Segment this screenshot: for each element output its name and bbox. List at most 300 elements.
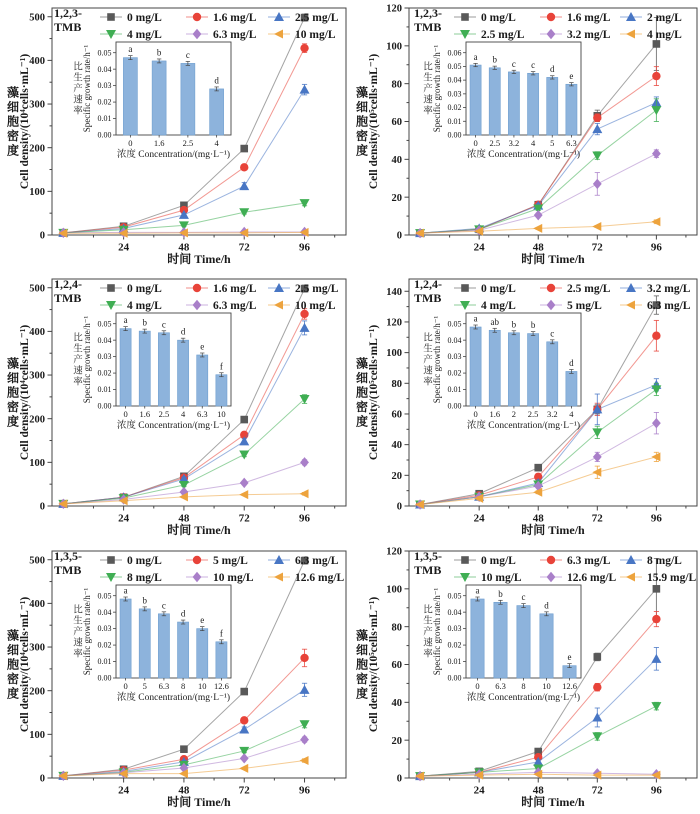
svg-text:2.5 mg/L: 2.5 mg/L <box>481 29 525 41</box>
svg-text:1.6: 1.6 <box>139 409 151 419</box>
svg-text:10 mg/L: 10 mg/L <box>481 572 522 584</box>
svg-text:96: 96 <box>650 241 662 254</box>
svg-text:0.01: 0.01 <box>97 385 112 395</box>
svg-text:5 mg/L: 5 mg/L <box>567 300 602 312</box>
svg-text:藻: 藻 <box>355 85 369 100</box>
svg-text:100: 100 <box>29 457 45 469</box>
svg-text:b: b <box>530 320 536 331</box>
svg-text:密: 密 <box>355 400 369 414</box>
svg-text:12.6 mg/L: 12.6 mg/L <box>567 572 617 584</box>
svg-text:200: 200 <box>29 414 45 426</box>
svg-text:c: c <box>185 49 190 60</box>
svg-text:度: 度 <box>6 143 20 158</box>
svg-text:d: d <box>214 75 219 86</box>
svg-text:140: 140 <box>386 286 402 298</box>
svg-text:c: c <box>550 328 555 339</box>
svg-text:TMB: TMB <box>54 563 82 577</box>
svg-text:0.03: 0.03 <box>97 352 112 362</box>
svg-text:0.00: 0.00 <box>447 401 462 411</box>
panel-124-tmb-right-chart <box>350 271 700 542</box>
svg-text:比: 比 <box>73 62 83 73</box>
svg-text:Specific growth rate/h⁻¹: Specific growth rate/h⁻¹ <box>432 315 442 404</box>
svg-text:e: e <box>569 71 574 82</box>
svg-text:2.5 mg/L: 2.5 mg/L <box>295 12 339 24</box>
svg-text:0 mg/L: 0 mg/L <box>481 283 516 295</box>
svg-text:a: a <box>123 585 128 596</box>
svg-text:48: 48 <box>532 512 544 525</box>
svg-text:8 mg/L: 8 mg/L <box>647 555 682 567</box>
svg-text:0.04: 0.04 <box>97 335 112 345</box>
svg-text:藻: 藻 <box>355 628 369 643</box>
svg-text:生: 生 <box>423 344 433 355</box>
svg-text:浓度 Concentration/(mg·L⁻¹): 浓度 Concentration/(mg·L⁻¹) <box>116 150 231 160</box>
svg-text:胞: 胞 <box>355 657 369 672</box>
svg-text:72: 72 <box>591 512 603 525</box>
svg-text:0 mg/L: 0 mg/L <box>481 555 516 567</box>
svg-text:0.02: 0.02 <box>97 97 112 107</box>
svg-text:96: 96 <box>650 512 662 525</box>
svg-text:0.01: 0.01 <box>97 114 112 124</box>
svg-text:96: 96 <box>299 784 311 797</box>
svg-text:0.06: 0.06 <box>447 48 462 58</box>
svg-text:40: 40 <box>391 697 402 709</box>
svg-text:藻: 藻 <box>6 628 20 643</box>
svg-text:2.5 mg/L: 2.5 mg/L <box>295 283 339 295</box>
svg-text:24: 24 <box>118 512 130 525</box>
svg-text:0: 0 <box>396 773 402 785</box>
svg-text:时间 Time/h: 时间 Time/h <box>167 523 231 537</box>
svg-text:比: 比 <box>423 62 433 73</box>
svg-text:8 mg/L: 8 mg/L <box>127 572 162 584</box>
svg-text:48: 48 <box>178 512 190 525</box>
svg-text:比: 比 <box>423 605 433 616</box>
svg-text:率: 率 <box>423 106 433 117</box>
svg-text:72: 72 <box>591 784 603 797</box>
svg-text:48: 48 <box>178 241 190 254</box>
svg-text:0: 0 <box>39 501 45 513</box>
svg-text:10 mg/L: 10 mg/L <box>295 29 336 41</box>
svg-text:100: 100 <box>386 584 402 596</box>
svg-text:2.5: 2.5 <box>182 138 194 148</box>
svg-text:比: 比 <box>423 333 433 344</box>
svg-text:48: 48 <box>178 784 190 797</box>
svg-text:f: f <box>219 628 223 639</box>
svg-text:c: c <box>521 592 526 603</box>
svg-text:率: 率 <box>423 377 433 388</box>
svg-text:12.6 mg/L: 12.6 mg/L <box>295 572 345 584</box>
svg-text:c: c <box>161 319 166 330</box>
svg-text:胞: 胞 <box>355 385 369 400</box>
svg-text:4 mg/L: 4 mg/L <box>481 300 516 312</box>
svg-text:0.00: 0.00 <box>97 130 112 140</box>
svg-text:20: 20 <box>391 735 402 747</box>
svg-text:d: d <box>569 357 574 368</box>
svg-text:胞: 胞 <box>355 114 369 129</box>
svg-text:细: 细 <box>6 371 20 385</box>
svg-text:8: 8 <box>180 681 186 691</box>
svg-text:3.2: 3.2 <box>508 138 520 148</box>
svg-text:0.05: 0.05 <box>97 319 112 329</box>
svg-text:500: 500 <box>29 12 45 24</box>
svg-text:速: 速 <box>423 638 433 649</box>
svg-text:0: 0 <box>396 501 402 513</box>
panel-124-tmb-right <box>350 271 700 542</box>
svg-text:6.3: 6.3 <box>566 138 577 148</box>
svg-text:2.5: 2.5 <box>527 409 539 419</box>
svg-text:Specific growth rate/h⁻¹: Specific growth rate/h⁻¹ <box>432 44 442 133</box>
svg-text:300: 300 <box>29 642 45 654</box>
svg-text:率: 率 <box>73 377 83 388</box>
svg-text:72: 72 <box>591 241 603 254</box>
svg-text:产: 产 <box>73 355 83 366</box>
svg-text:1,2,3-: 1,2,3- <box>54 6 82 20</box>
svg-text:细: 细 <box>6 100 20 114</box>
svg-text:生: 生 <box>73 344 83 355</box>
svg-text:c: c <box>161 600 166 611</box>
svg-text:Cell density/(10⁴cells·mL⁻¹): Cell density/(10⁴cells·mL⁻¹) <box>19 53 31 190</box>
svg-text:Specific growth rate/h⁻¹: Specific growth rate/h⁻¹ <box>82 315 92 404</box>
svg-text:0.00: 0.00 <box>97 401 112 411</box>
svg-text:0.02: 0.02 <box>447 368 462 378</box>
svg-text:0.03: 0.03 <box>447 624 462 634</box>
svg-text:0.00: 0.00 <box>447 673 462 683</box>
panel-124-tmb-left <box>0 271 350 542</box>
svg-text:0: 0 <box>475 681 480 691</box>
svg-text:b: b <box>511 319 517 330</box>
svg-text:96: 96 <box>650 784 662 797</box>
svg-text:d: d <box>180 608 186 619</box>
svg-text:藻: 藻 <box>6 85 20 100</box>
panel-123-tmb-right-chart <box>350 0 700 271</box>
svg-text:400: 400 <box>29 55 45 67</box>
svg-text:时间 Time/h: 时间 Time/h <box>167 795 231 809</box>
svg-text:0: 0 <box>123 409 128 419</box>
svg-text:1.6 mg/L: 1.6 mg/L <box>567 12 611 24</box>
svg-text:200: 200 <box>29 143 45 155</box>
svg-text:300: 300 <box>29 370 45 382</box>
svg-text:0.02: 0.02 <box>97 368 112 378</box>
svg-text:c: c <box>531 60 536 71</box>
svg-text:100: 100 <box>29 186 45 198</box>
svg-text:b: b <box>156 47 162 58</box>
svg-text:2: 2 <box>511 409 517 419</box>
svg-text:0.04: 0.04 <box>97 607 112 617</box>
svg-text:TMB: TMB <box>54 291 82 305</box>
svg-text:24: 24 <box>473 512 485 525</box>
svg-text:6.3 mg/L: 6.3 mg/L <box>213 29 257 41</box>
svg-text:f: f <box>219 361 223 372</box>
svg-text:0.04: 0.04 <box>447 607 462 617</box>
svg-text:密: 密 <box>6 400 20 414</box>
svg-text:d: d <box>544 600 549 611</box>
svg-text:密: 密 <box>355 129 369 143</box>
svg-text:0.02: 0.02 <box>447 103 462 113</box>
svg-text:6.3: 6.3 <box>495 681 506 691</box>
svg-text:e: e <box>200 615 205 626</box>
svg-text:400: 400 <box>29 326 45 338</box>
svg-text:产: 产 <box>73 84 83 95</box>
svg-text:500: 500 <box>29 555 45 567</box>
svg-text:72: 72 <box>238 241 250 254</box>
svg-text:0.01: 0.01 <box>447 657 462 667</box>
svg-text:12.6: 12.6 <box>562 681 577 691</box>
svg-text:10 mg/L: 10 mg/L <box>295 300 336 312</box>
svg-text:3.2: 3.2 <box>546 409 558 419</box>
svg-text:0: 0 <box>473 409 478 419</box>
svg-text:80: 80 <box>391 622 402 634</box>
svg-text:细: 细 <box>355 371 369 385</box>
svg-text:度: 度 <box>355 414 369 429</box>
svg-text:10: 10 <box>198 681 207 691</box>
svg-text:24: 24 <box>473 784 485 797</box>
svg-text:6.3 mg/L: 6.3 mg/L <box>647 300 691 312</box>
svg-text:0.01: 0.01 <box>97 657 112 667</box>
svg-text:24: 24 <box>118 241 130 254</box>
svg-text:4 mg/L: 4 mg/L <box>647 29 682 41</box>
svg-text:e: e <box>567 652 572 663</box>
svg-text:4 mg/L: 4 mg/L <box>127 300 162 312</box>
svg-text:96: 96 <box>299 512 311 525</box>
svg-text:20: 20 <box>391 470 402 482</box>
svg-text:2.5: 2.5 <box>158 409 170 419</box>
svg-text:产: 产 <box>423 355 433 366</box>
svg-text:5 mg/L: 5 mg/L <box>213 555 248 567</box>
svg-text:产: 产 <box>73 627 83 638</box>
svg-text:a: a <box>128 44 133 55</box>
panel-123-tmb-right <box>350 0 700 271</box>
svg-text:4: 4 <box>569 409 574 419</box>
svg-text:96: 96 <box>299 241 311 254</box>
svg-text:2.5: 2.5 <box>489 138 501 148</box>
svg-text:120: 120 <box>386 546 402 558</box>
svg-text:100: 100 <box>386 41 402 53</box>
svg-text:TMB: TMB <box>54 20 82 34</box>
svg-text:0.05: 0.05 <box>447 591 462 601</box>
svg-text:Specific growth rate/h⁻¹: Specific growth rate/h⁻¹ <box>432 587 442 676</box>
svg-text:时间 Time/h: 时间 Time/h <box>167 252 231 266</box>
svg-text:0 mg/L: 0 mg/L <box>127 283 162 295</box>
svg-text:24: 24 <box>473 241 485 254</box>
svg-text:10: 10 <box>542 681 551 691</box>
svg-text:0.05: 0.05 <box>97 48 112 58</box>
svg-text:a: a <box>473 51 478 62</box>
svg-text:密: 密 <box>6 129 20 143</box>
svg-text:率: 率 <box>73 106 83 117</box>
panel-123-tmb-left <box>0 0 350 271</box>
svg-text:1,2,4-: 1,2,4- <box>54 277 82 291</box>
svg-text:0.03: 0.03 <box>447 352 462 362</box>
svg-text:6.3: 6.3 <box>196 409 208 419</box>
svg-text:细: 细 <box>6 643 20 657</box>
svg-text:a: a <box>475 585 480 596</box>
svg-text:0.03: 0.03 <box>97 81 112 91</box>
panel-135-tmb-left-chart <box>0 543 350 814</box>
svg-text:0: 0 <box>39 230 45 242</box>
panel-123-tmb-left-chart <box>0 0 350 271</box>
svg-text:TMB: TMB <box>414 20 442 34</box>
svg-text:0.02: 0.02 <box>447 640 462 650</box>
svg-text:a: a <box>123 315 128 326</box>
svg-text:生: 生 <box>423 616 433 627</box>
svg-text:比: 比 <box>73 605 83 616</box>
svg-text:生: 生 <box>423 73 433 84</box>
svg-text:浓度 Concentration/(mg·L⁻¹): 浓度 Concentration/(mg·L⁻¹) <box>116 693 231 703</box>
svg-text:1,3,5-: 1,3,5- <box>414 549 442 563</box>
svg-text:度: 度 <box>355 143 369 158</box>
svg-text:e: e <box>200 341 205 352</box>
svg-text:0.04: 0.04 <box>97 64 112 74</box>
svg-text:0: 0 <box>473 138 478 148</box>
svg-text:密: 密 <box>355 672 369 686</box>
svg-text:1.6: 1.6 <box>489 409 501 419</box>
svg-text:2.5 mg/L: 2.5 mg/L <box>567 283 611 295</box>
svg-text:1,3,5-: 1,3,5- <box>54 549 82 563</box>
svg-text:密: 密 <box>6 672 20 686</box>
svg-text:0 mg/L: 0 mg/L <box>481 12 516 24</box>
svg-text:48: 48 <box>532 241 544 254</box>
svg-text:80: 80 <box>391 79 402 91</box>
svg-text:速: 速 <box>73 95 83 106</box>
svg-text:0.04: 0.04 <box>447 335 462 345</box>
svg-text:6.3: 6.3 <box>158 681 170 691</box>
svg-text:细: 细 <box>355 643 369 657</box>
svg-text:浓度 Concentration/(mg·L⁻¹): 浓度 Concentration/(mg·L⁻¹) <box>466 150 581 160</box>
svg-text:0.03: 0.03 <box>447 89 462 99</box>
svg-text:300: 300 <box>29 99 45 111</box>
svg-text:0 mg/L: 0 mg/L <box>127 12 162 24</box>
svg-text:度: 度 <box>355 686 369 701</box>
svg-text:0: 0 <box>39 773 45 785</box>
svg-text:4: 4 <box>180 409 186 419</box>
panel-135-tmb-right <box>350 543 700 814</box>
svg-text:0.05: 0.05 <box>447 319 462 329</box>
svg-text:速: 速 <box>423 95 433 106</box>
svg-text:8: 8 <box>521 681 526 691</box>
svg-text:Cell density/(10⁴cells·mL⁻¹): Cell density/(10⁴cells·mL⁻¹) <box>19 324 31 461</box>
svg-text:藻: 藻 <box>355 356 369 371</box>
svg-text:d: d <box>180 326 186 337</box>
svg-text:率: 率 <box>423 649 433 660</box>
svg-text:5: 5 <box>550 138 555 148</box>
svg-text:10 mg/L: 10 mg/L <box>213 572 254 584</box>
svg-text:5: 5 <box>142 681 147 691</box>
svg-text:2 mg/L: 2 mg/L <box>647 12 682 24</box>
svg-text:0.01: 0.01 <box>447 116 462 126</box>
svg-text:60: 60 <box>391 660 402 672</box>
svg-text:时间 Time/h: 时间 Time/h <box>521 523 585 537</box>
svg-text:比: 比 <box>73 333 83 344</box>
panel-124-tmb-left-chart <box>0 271 350 542</box>
svg-text:4: 4 <box>214 138 219 148</box>
svg-text:48: 48 <box>532 784 544 797</box>
svg-text:60: 60 <box>391 409 402 421</box>
svg-text:1.6: 1.6 <box>153 138 165 148</box>
svg-text:0: 0 <box>396 230 402 242</box>
svg-text:Cell density/(10⁴cells·mL⁻¹): Cell density/(10⁴cells·mL⁻¹) <box>19 596 31 733</box>
svg-text:浓度 Concentration/(mg·L⁻¹): 浓度 Concentration/(mg·L⁻¹) <box>466 693 581 703</box>
svg-text:200: 200 <box>29 686 45 698</box>
svg-text:1,2,3-: 1,2,3- <box>414 6 442 20</box>
svg-text:浓度 Concentration/(mg·L⁻¹): 浓度 Concentration/(mg·L⁻¹) <box>466 421 581 431</box>
svg-text:藻: 藻 <box>6 356 20 371</box>
svg-text:3.2 mg/L: 3.2 mg/L <box>567 29 611 41</box>
svg-text:胞: 胞 <box>6 657 20 672</box>
svg-text:Specific growth rate/h⁻¹: Specific growth rate/h⁻¹ <box>82 44 92 133</box>
svg-text:400: 400 <box>29 598 45 610</box>
svg-text:20: 20 <box>391 192 402 204</box>
svg-text:72: 72 <box>238 784 250 797</box>
svg-text:1,2,4-: 1,2,4- <box>414 277 442 291</box>
svg-text:Cell density/(10⁵cells·mL⁻¹): Cell density/(10⁵cells·mL⁻¹) <box>368 324 380 461</box>
svg-text:60: 60 <box>391 117 402 129</box>
svg-text:1.6 mg/L: 1.6 mg/L <box>213 283 257 295</box>
svg-text:时间 Time/h: 时间 Time/h <box>521 795 585 809</box>
svg-text:产: 产 <box>423 84 433 95</box>
svg-text:12.6: 12.6 <box>213 681 229 691</box>
svg-text:0.05: 0.05 <box>447 62 462 72</box>
svg-text:120: 120 <box>386 317 402 329</box>
svg-text:120: 120 <box>386 3 402 15</box>
svg-text:80: 80 <box>391 378 402 390</box>
svg-text:100: 100 <box>386 348 402 360</box>
svg-text:0.00: 0.00 <box>447 130 462 140</box>
panel-135-tmb-left <box>0 543 350 814</box>
svg-text:0 mg/L: 0 mg/L <box>127 555 162 567</box>
svg-text:6.3 mg/L: 6.3 mg/L <box>567 555 611 567</box>
svg-text:24: 24 <box>118 784 130 797</box>
svg-text:3.2 mg/L: 3.2 mg/L <box>647 283 691 295</box>
svg-text:40: 40 <box>391 154 402 166</box>
svg-text:0.04: 0.04 <box>447 75 462 85</box>
svg-text:浓度 Concentration/(mg·L⁻¹): 浓度 Concentration/(mg·L⁻¹) <box>116 421 231 431</box>
svg-text:d: d <box>550 64 555 75</box>
svg-text:c: c <box>511 58 516 69</box>
svg-text:ab: ab <box>490 316 499 327</box>
svg-text:速: 速 <box>73 638 83 649</box>
svg-text:度: 度 <box>6 686 20 701</box>
svg-text:产: 产 <box>423 627 433 638</box>
svg-text:4: 4 <box>530 138 536 148</box>
svg-text:4 mg/L: 4 mg/L <box>127 29 162 41</box>
svg-text:100: 100 <box>29 729 45 741</box>
svg-text:细: 细 <box>355 100 369 114</box>
svg-text:6.3 mg/L: 6.3 mg/L <box>213 300 257 312</box>
svg-text:10: 10 <box>217 409 226 419</box>
svg-text:15.9 mg/L: 15.9 mg/L <box>647 572 697 584</box>
svg-text:0: 0 <box>123 681 128 691</box>
svg-text:0.02: 0.02 <box>97 640 112 650</box>
svg-text:胞: 胞 <box>6 385 20 400</box>
svg-text:Cell density/(10⁵cells·mL⁻¹): Cell density/(10⁵cells·mL⁻¹) <box>368 53 380 190</box>
svg-text:0: 0 <box>128 138 133 148</box>
svg-text:0.00: 0.00 <box>97 673 112 683</box>
svg-text:0.05: 0.05 <box>97 591 112 601</box>
svg-text:6.3 mg/L: 6.3 mg/L <box>295 555 339 567</box>
svg-text:速: 速 <box>73 366 83 377</box>
svg-text:Specific growth rate/h⁻¹: Specific growth rate/h⁻¹ <box>82 587 92 676</box>
svg-text:时间 Time/h: 时间 Time/h <box>521 252 585 266</box>
svg-text:TMB: TMB <box>414 291 442 305</box>
svg-text:a: a <box>473 313 478 324</box>
svg-text:速: 速 <box>423 366 433 377</box>
panel-135-tmb-right-chart <box>350 543 700 814</box>
svg-text:b: b <box>142 317 147 328</box>
svg-text:胞: 胞 <box>6 114 20 129</box>
svg-text:0.01: 0.01 <box>447 385 462 395</box>
svg-text:Cell density/(10⁵cells·mL⁻¹): Cell density/(10⁵cells·mL⁻¹) <box>368 596 380 733</box>
svg-text:0.03: 0.03 <box>97 624 112 634</box>
svg-text:500: 500 <box>29 283 45 295</box>
